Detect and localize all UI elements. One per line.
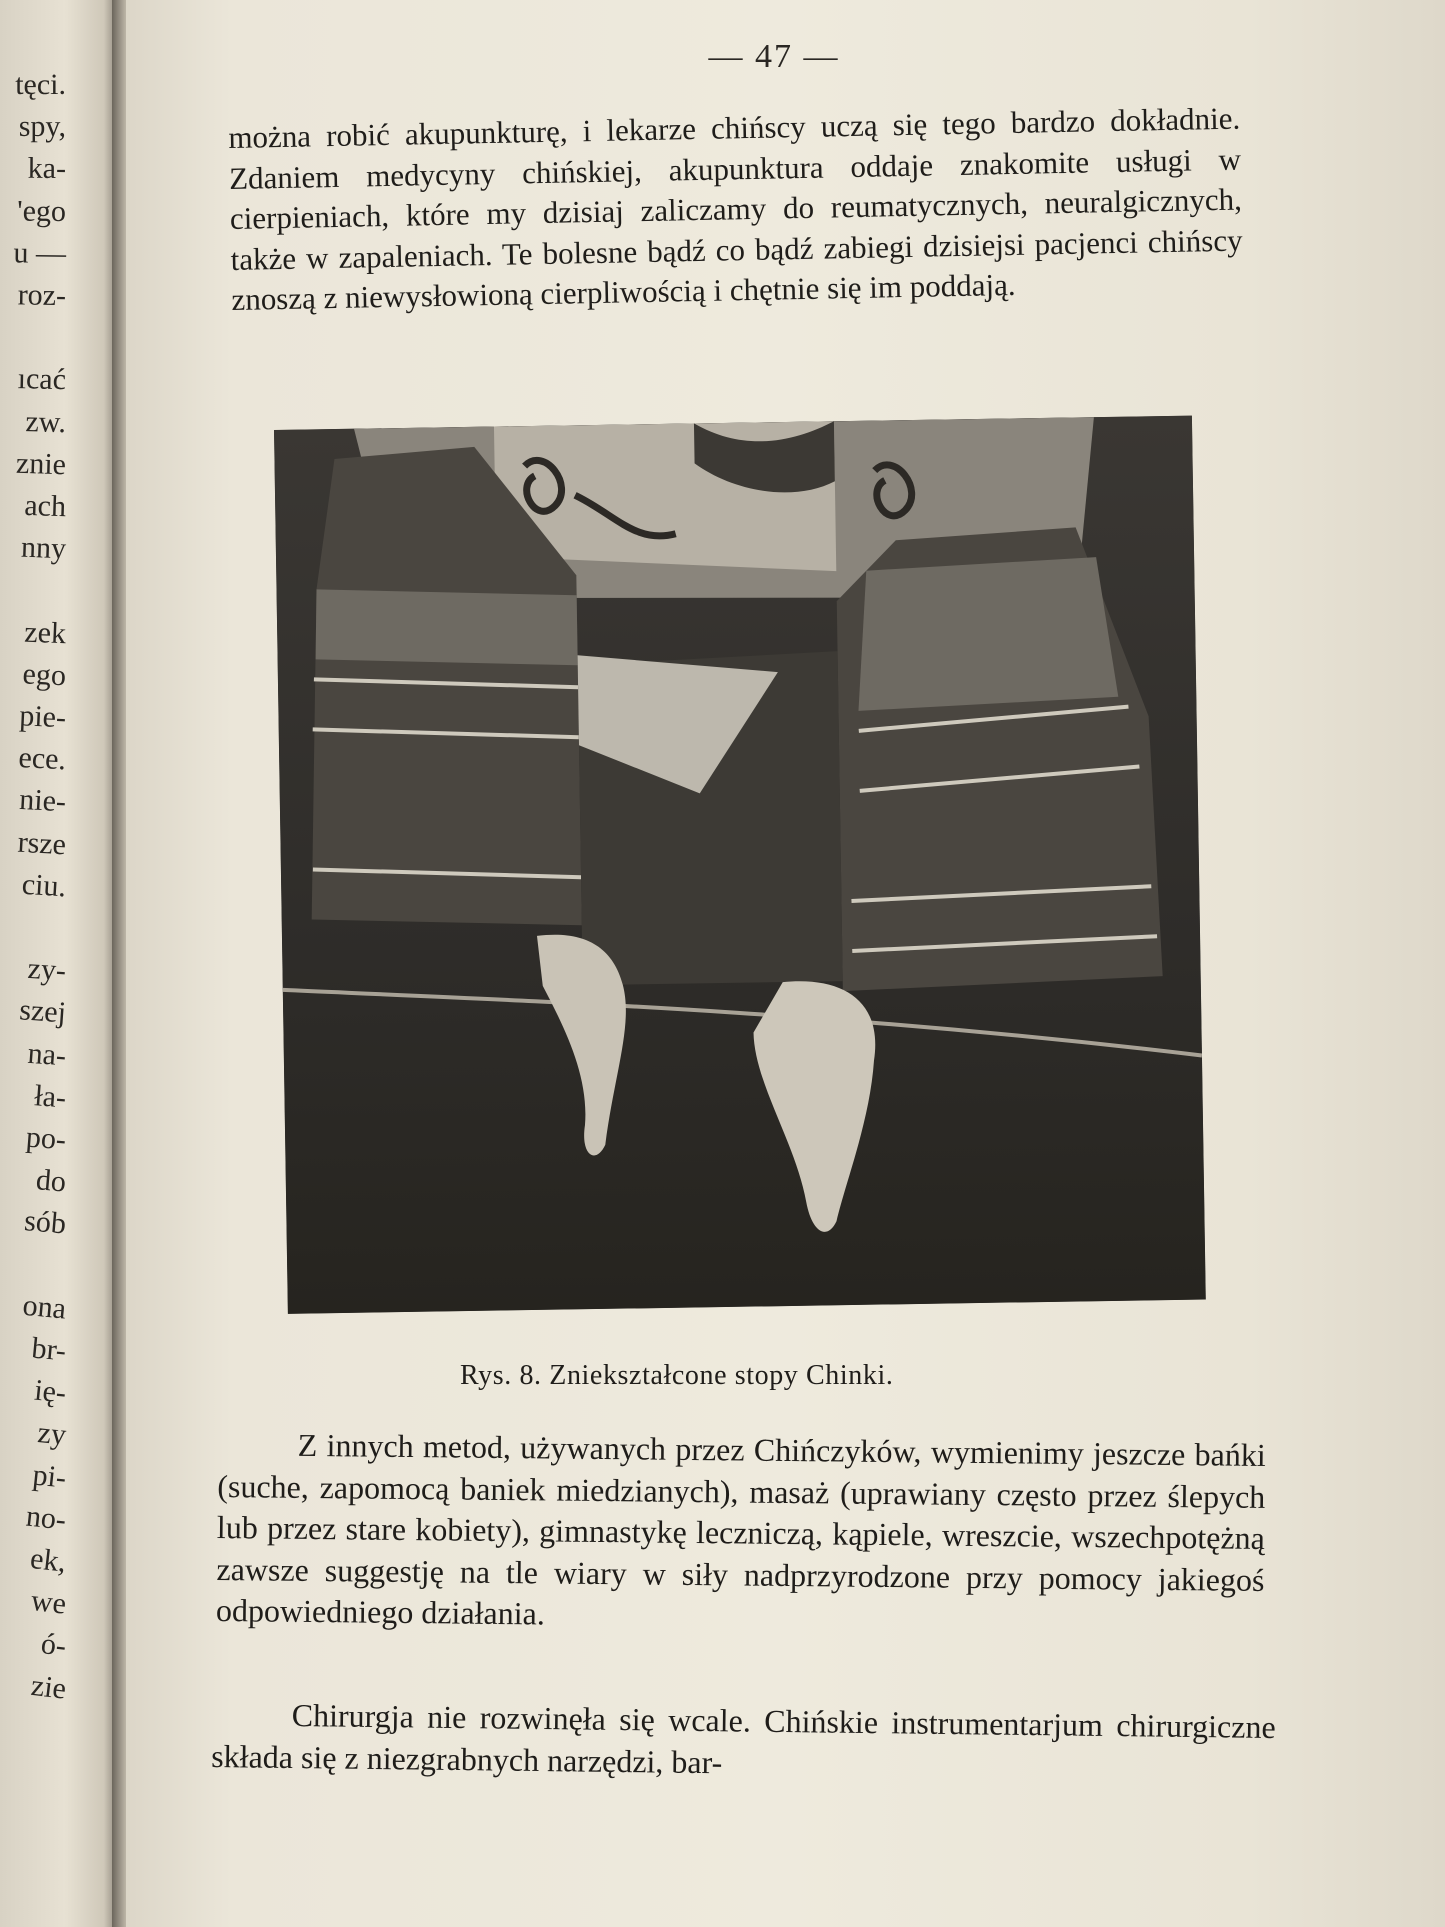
left-page-line-fragment: ıcać <box>17 362 67 397</box>
paragraph-other-methods: Z innych metod, używanych przez Chińczyków, wymienimy jeszcze bańki (suche, zapomocą baniek miedzianych), masaż (uprawiany często przez ślepych lub przez stare kobiety), gimnastykę leczniczą, kąpiele, wreszcie, wszechpotężną zawsze suggestję na tle wiary w siły nadprzyrodzone przy pomocy jakiegoś odpowiedniego działania. <box>215 1426 1266 1632</box>
left-page-line-fragment: po- <box>24 1120 68 1157</box>
left-page-line-fragment <box>0 1244 118 1254</box>
book-page <box>126 0 1445 1927</box>
left-page-line-fragment: roz- <box>17 278 67 313</box>
left-page-line-fragment: ię- <box>32 1373 68 1410</box>
page-number: — 47 — <box>708 38 840 75</box>
left-page-line-fragment: nie- <box>18 783 67 819</box>
left-page-line-fragment: ó- <box>39 1627 68 1664</box>
left-page-line-fragment: ece. <box>17 741 67 777</box>
left-page-line-fragment: do <box>34 1163 68 1199</box>
left-page-line-fragment: ka- <box>27 152 67 186</box>
left-page-line-fragment: na- <box>26 1036 68 1073</box>
paragraph-surgery: Chirurgja nie rozwinęła się wcale. Chińskie instrumentarjum chirurgiczne składa się z niezgrabnych narzędzi, bar- <box>211 1696 1276 1780</box>
left-page-line-fragment: no- <box>24 1499 68 1537</box>
left-page-line-fragment: zw. <box>25 404 67 439</box>
left-page-line-fragment: rsze <box>16 825 67 861</box>
left-page-line-fragment: ek, <box>28 1541 68 1579</box>
left-page-line-fragment: zek <box>23 615 67 650</box>
left-page-line-fragment: sób <box>23 1204 68 1241</box>
left-page-line-fragment <box>0 320 118 322</box>
left-page-line-fragment: ciu. <box>20 867 68 904</box>
left-page-line-fragment: nny <box>20 530 67 566</box>
figure-photo-bound-feet <box>274 416 1206 1314</box>
left-page-line-fragment: br- <box>30 1331 68 1368</box>
left-page-line-fragment <box>0 908 118 915</box>
left-page-line-fragment: u — <box>13 236 67 270</box>
left-page-line-fragment: zie <box>29 1668 68 1706</box>
left-page-line-fragment <box>0 572 118 576</box>
left-page-line-fragment: znie <box>15 446 67 481</box>
left-page-line-fragment: szej <box>18 993 68 1030</box>
left-page-line-fragment: zy <box>36 1416 68 1453</box>
left-page-line-fragment: pi- <box>31 1457 68 1495</box>
left-page-line-fragment: we <box>29 1584 68 1621</box>
left-page-line-fragment: ła- <box>33 1078 68 1115</box>
left-page-line-fragment: ach <box>23 488 67 524</box>
left-page-line-fragment: zy- <box>26 952 68 988</box>
left-page-line-fragment: tęci. <box>15 68 66 101</box>
paragraph-acupuncture: można robić akupunkturę, i lekarze chińscy uczą się tego bardzo dokładnie. Zdaniem medycyny chińskiej, akupunktura oddaje znakomite usługi w cierpieniach, które my dzisiaj zaliczamy do reumatycznych, neuralgicznych, także w zapaleniach. Te bolesne bądź co bądź zabiegi dzisiejsi pacjenci chińscy znoszą z niewysłowioną cierpliwością i chętnie się im poddają. <box>228 100 1243 317</box>
left-page-line-fragment: 'ego <box>17 194 67 228</box>
figure-caption: Rys. 8. Zniekształcone stopy Chinki. <box>460 1360 894 1391</box>
left-page-line-fragment: ego <box>22 657 67 693</box>
left-page-line-fragment: spy, <box>18 110 67 144</box>
left-page-line-fragment: pie- <box>18 699 67 735</box>
previous-page-edge <box>0 0 118 1927</box>
left-page-line-fragment: ona <box>21 1288 68 1326</box>
